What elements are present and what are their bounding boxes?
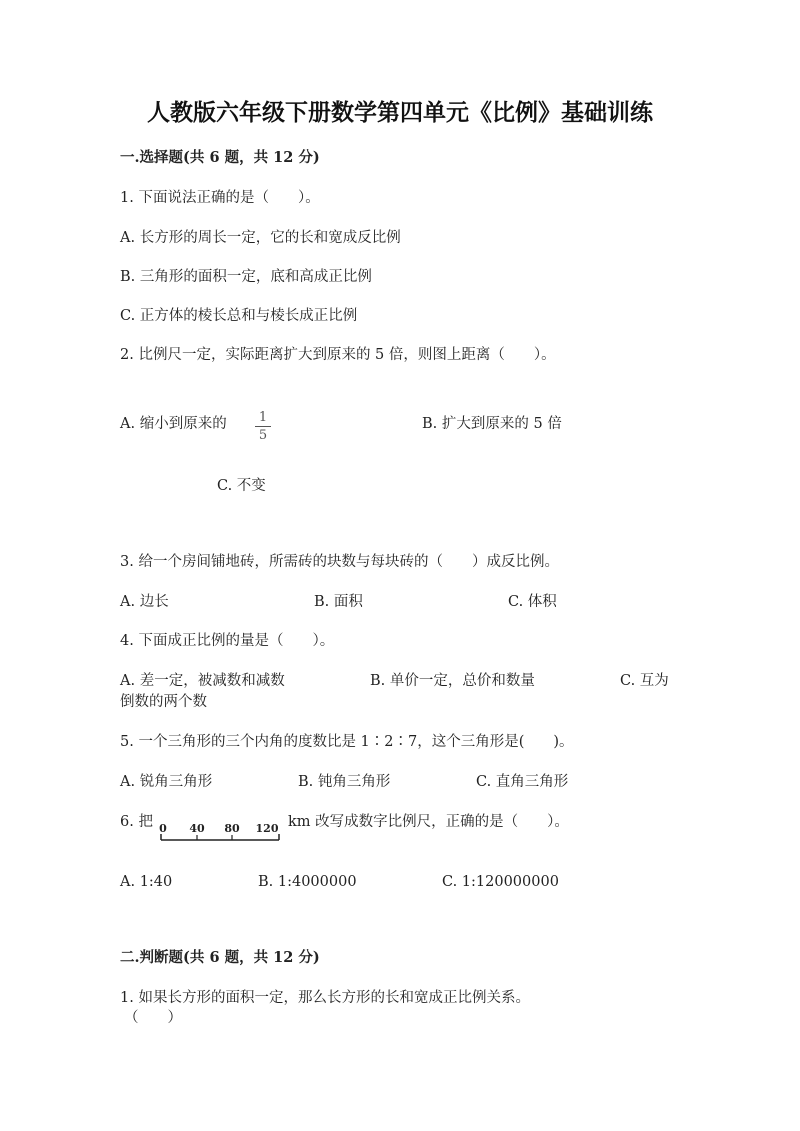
question-2-option-a[interactable]: A. 缩小到原来的 [120, 416, 227, 432]
question-3-stem: 3. 给一个房间铺地砖，所需砖的块数与每块砖的（ ）成反比例。 [120, 554, 559, 570]
question-2-stem: 2. 比例尺一定，实际距离扩大到原来的 5 倍，则图上距离（ ）。 [120, 347, 556, 363]
question-4-option-c[interactable]: C. 互为 [620, 673, 669, 689]
question-6-option-b[interactable]: B. 1:4000000 [258, 874, 357, 890]
section-2-heading: 二.判断题(共 6 题，共 12 分) [120, 949, 320, 966]
question-4-option-c-cont: 倒数的两个数 [120, 694, 207, 710]
question-1-option-a[interactable]: A. 长方形的周长一定，它的长和宽成反比例 [120, 230, 401, 246]
scale-bar-diagram [155, 818, 285, 848]
question-6-stem-suffix: km 改写成数字比例尺，正确的是（ ）。 [288, 814, 569, 830]
scale-label-40: 40 [189, 822, 205, 835]
question-3-option-b[interactable]: B. 面积 [314, 594, 363, 610]
section-1-heading: 一.选择题(共 6 题，共 12 分) [120, 149, 320, 166]
question-5-stem: 5. 一个三角形的三个内角的度数比是 1∶2∶7，这个三角形是( )。 [120, 734, 574, 750]
question-6-option-c[interactable]: C. 1:120000000 [442, 874, 559, 890]
fraction-numerator: 1 [258, 410, 268, 425]
question-5-option-b[interactable]: B. 钝角三角形 [298, 774, 391, 790]
fraction-denominator: 5 [258, 428, 268, 443]
scale-label-80: 80 [224, 822, 240, 835]
page-title: 人教版六年级下册数学第四单元《比例》基础训练 [147, 99, 653, 126]
question-3-option-a[interactable]: A. 边长 [120, 594, 169, 610]
judgement-1-answer-blank[interactable]: （ ） [124, 1010, 182, 1026]
question-1-option-c[interactable]: C. 正方体的棱长总和与棱长成正比例 [120, 308, 358, 324]
judgement-1-stem: 1. 如果长方形的面积一定，那么长方形的长和宽成正比例关系。 [120, 990, 530, 1006]
question-5-option-a[interactable]: A. 锐角三角形 [120, 774, 213, 790]
question-4-option-b[interactable]: B. 单价一定，总价和数量 [370, 673, 535, 689]
question-4-option-a[interactable]: A. 差一定，被减数和减数 [120, 673, 285, 689]
question-2-option-c[interactable]: C. 不变 [217, 478, 266, 494]
question-6-stem-prefix: 6. 把 [120, 814, 153, 830]
fraction-bar [255, 426, 271, 427]
scale-label-120: 120 [255, 822, 279, 835]
question-2-option-b[interactable]: B. 扩大到原来的 5 倍 [422, 416, 562, 432]
question-1-stem: 1. 下面说法正确的是（ ）。 [120, 190, 320, 206]
question-4-stem: 4. 下面成正比例的量是（ ）。 [120, 633, 335, 649]
question-3-option-c[interactable]: C. 体积 [508, 594, 557, 610]
fraction-one-fifth [255, 410, 271, 443]
question-6-option-a[interactable]: A. 1:40 [120, 874, 173, 890]
question-1-option-b[interactable]: B. 三角形的面积一定，底和高成正比例 [120, 269, 372, 285]
scale-label-0: 0 [159, 822, 167, 835]
question-5-option-c[interactable]: C. 直角三角形 [476, 774, 569, 790]
